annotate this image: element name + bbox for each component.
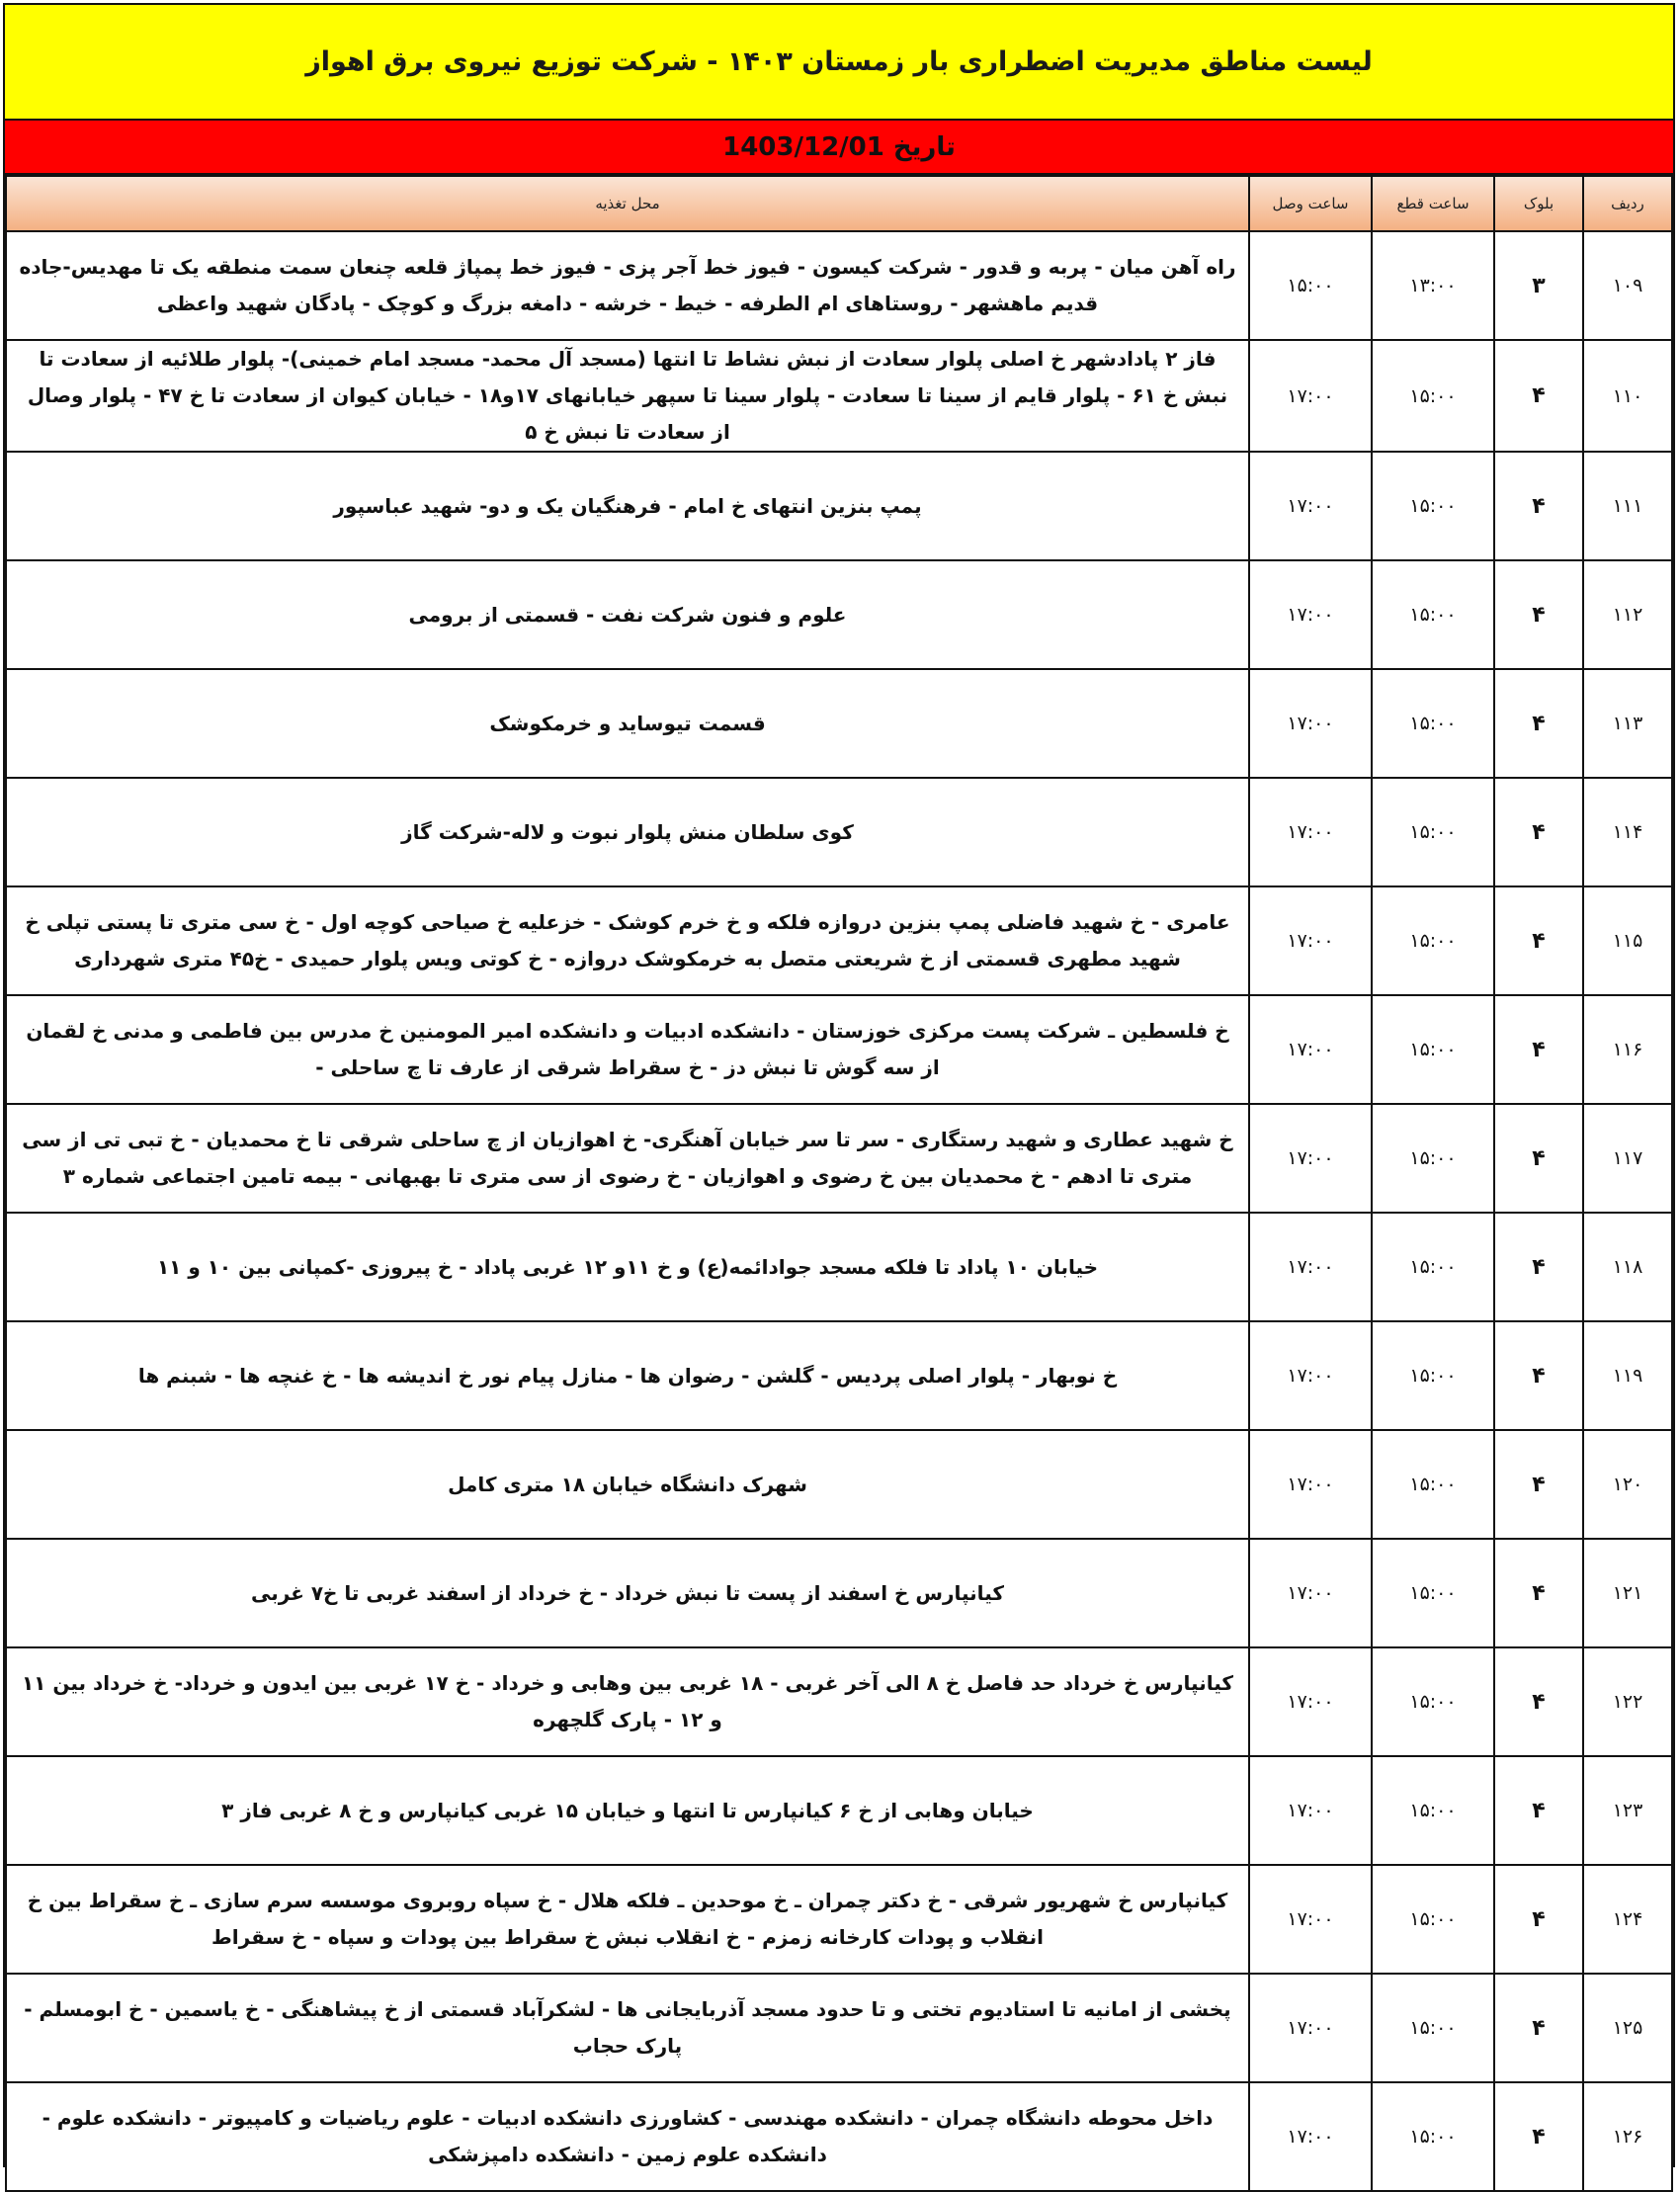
table-row: [6, 1974, 1672, 2082]
cut-time-cell: ۱۵:۰۰: [1372, 995, 1494, 1104]
row-number-cell: ۱۱۹: [1583, 1321, 1672, 1430]
block-cell: ۴: [1494, 886, 1583, 995]
header-location: محل تغذیه: [6, 176, 1249, 231]
table-row: [6, 1756, 1672, 1865]
connect-time-cell: ۱۷:۰۰: [1249, 340, 1372, 452]
location-cell: داخل محوطه دانشگاه چمران - دانشکده مهندسی - کشاورزی دانشکده ادبیات - علوم ریاضیات و کامپیوتر - دانشکده علوم - دانشکده علوم زمین - دانشکده دامپزشکی: [6, 2082, 1249, 2191]
location-cell: کوی سلطان منش پلوار نبوت و لاله-شرکت گاز: [6, 778, 1249, 886]
table-row: [6, 1647, 1672, 1756]
cut-time-cell: ۱۵:۰۰: [1372, 1756, 1494, 1865]
row-number-cell: ۱۲۴: [1583, 1865, 1672, 1974]
location-cell: کیانپارس خ خرداد حد فاصل خ ۸ الی آخر غربی - ۱۸ غربی بین وهابی و خرداد - خ ۱۷ غربی بین ایدون و خرداد- خ خرداد بین ۱۱ و ۱۲ - پارک گلچهره: [6, 1647, 1249, 1756]
row-number-cell: ۱۲۲: [1583, 1647, 1672, 1756]
location-cell: خ فلسطین ـ شرکت پست مرکزی خوزستان - دانشکده ادبیات و دانشکده امیر المومنین خ مدرس بین فاطمی و مدنی خ لقمان از سه گوش تا نبش دز - خ سقراط شرقی از عارف تا چ ساحلی -: [6, 995, 1249, 1104]
location-cell: پمپ بنزین انتهای خ امام - فرهنگیان یک و دو- شهید عباسپور: [6, 452, 1249, 560]
row-number-cell: ۱۱۱: [1583, 452, 1672, 560]
table-row: [6, 669, 1672, 778]
table-row: [6, 1321, 1672, 1430]
block-cell: ۴: [1494, 1104, 1583, 1213]
cut-time-cell: ۱۵:۰۰: [1372, 452, 1494, 560]
block-cell: ۴: [1494, 560, 1583, 669]
block-cell: ۴: [1494, 1974, 1583, 2082]
connect-time-cell: ۱۷:۰۰: [1249, 1647, 1372, 1756]
row-number-cell: ۱۱۶: [1583, 995, 1672, 1104]
table-row: [6, 2082, 1672, 2191]
cut-time-cell: ۱۵:۰۰: [1372, 1321, 1494, 1430]
location-cell: خیابان وهابی از خ ۶ کیانپارس تا انتها و خیابان ۱۵ غربی کیانپارس و خ ۸ غربی فاز ۳: [6, 1756, 1249, 1865]
connect-time-cell: ۱۷:۰۰: [1249, 1430, 1372, 1539]
block-cell: ۴: [1494, 1430, 1583, 1539]
location-cell: خ نوبهار - پلوار اصلی پردیس - گلشن - رضوان ها - منازل پیام نور خ اندیشه ها - خ غنچه ها - شبنم ها: [6, 1321, 1249, 1430]
location-cell: عامری - خ شهید فاضلی پمپ بنزین دروازه فلکه و خ خرم کوشک - خزعلیه خ صیاحی کوچه اول - خ سی متری تا پستی تپلی خ شهید مطهری قسمتی از خ شریعتی متصل به خرمکوشک دروازه - خ کوتی ویس پلوار حمیدی - خ۴۵ متری شهرداری: [6, 886, 1249, 995]
block-cell: ۴: [1494, 452, 1583, 560]
location-cell: خیابان ۱۰ پاداد تا فلکه مسجد جوادائمه(ع) و خ ۱۱و ۱۲ غربی پاداد - خ پیروزی -کمپانی بین ۱۰ و ۱۱: [6, 1213, 1249, 1321]
cut-time-cell: ۱۵:۰۰: [1372, 1974, 1494, 2082]
block-cell: ۴: [1494, 778, 1583, 886]
table-row: [6, 1539, 1672, 1647]
row-number-cell: ۱۱۲: [1583, 560, 1672, 669]
connect-time-cell: ۱۵:۰۰: [1249, 231, 1372, 340]
row-number-cell: ۱۲۶: [1583, 2082, 1672, 2191]
row-number-cell: ۱۲۰: [1583, 1430, 1672, 1539]
block-cell: ۴: [1494, 669, 1583, 778]
cut-time-cell: ۱۵:۰۰: [1372, 1865, 1494, 1974]
cut-time-cell: ۱۵:۰۰: [1372, 1104, 1494, 1213]
table-row: [6, 1865, 1672, 1974]
cut-time-cell: ۱۵:۰۰: [1372, 778, 1494, 886]
connect-time-cell: ۱۷:۰۰: [1249, 560, 1372, 669]
cut-time-cell: ۱۵:۰۰: [1372, 1647, 1494, 1756]
cut-time-cell: ۱۵:۰۰: [1372, 2082, 1494, 2191]
row-number-cell: ۱۲۱: [1583, 1539, 1672, 1647]
table-row: [6, 1430, 1672, 1539]
connect-time-cell: ۱۷:۰۰: [1249, 1539, 1372, 1647]
location-cell: کیانپارس خ شهریور شرقی - خ دکتر چمران ـ خ موحدین ـ فلکه هلال - خ سپاه روبروی موسسه سرم سازی ـ خ سقراط بین خ انقلاب و پودات کارخانه زمزم - خ انقلاب نبش خ سقراط بین پودات و سپاه - خ سقراط: [6, 1865, 1249, 1974]
connect-time-cell: ۱۷:۰۰: [1249, 778, 1372, 886]
header-cut-time: ساعت قطع: [1372, 176, 1494, 231]
cut-time-cell: ۱۵:۰۰: [1372, 560, 1494, 669]
table-row: [6, 1213, 1672, 1321]
cut-time-cell: ۱۵:۰۰: [1372, 340, 1494, 452]
location-cell: خ شهید عطاری و شهید رستگاری - سر تا سر خیابان آهنگری- خ اهوازیان از چ ساحلی شرقی تا خ محمدیان - خ تبی تی از سی متری تا ادهم - خ محمدیان بین خ رضوی و اهوازیان - خ رضوی از سی متری تا بهبهانی - بیمه تامین اجتماعی شماره ۳: [6, 1104, 1249, 1213]
table-header-row: [6, 176, 1672, 231]
page-title: لیست مناطق مدیریت اضطراری بار زمستان ۱۴۰۳ - شرکت توزیع نیروی برق اهواز: [305, 46, 1373, 77]
cut-time-cell: ۱۵:۰۰: [1372, 1213, 1494, 1321]
location-cell: راه آهن میان - پربه و قدور - شرکت کیسون - فیوز خط آجر پزی - فیوز خط پمپاژ قلعه چنعان سمت منطقه یک تا مهدیس-جاده قدیم ماهشهر - روستاهای ام الطرفه - خیط - خرشه - دامغه بزرگ و کوچک - پادگان شهید واعظی: [6, 231, 1249, 340]
row-number-cell: ۱۱۰: [1583, 340, 1672, 452]
block-cell: ۴: [1494, 1647, 1583, 1756]
connect-time-cell: ۱۷:۰۰: [1249, 886, 1372, 995]
location-cell: قسمت تیوساید و خرمکوشک: [6, 669, 1249, 778]
row-number-cell: ۱۱۴: [1583, 778, 1672, 886]
table-row: [6, 886, 1672, 995]
location-cell: کیانپارس خ اسفند از پست تا نبش خرداد - خ خرداد از اسفند غربی تا خ۷ غربی: [6, 1539, 1249, 1647]
title-banner: [5, 5, 1673, 121]
connect-time-cell: ۱۷:۰۰: [1249, 2082, 1372, 2191]
row-number-cell: ۱۱۵: [1583, 886, 1672, 995]
row-number-cell: ۱۲۵: [1583, 1974, 1672, 2082]
cut-time-cell: ۱۵:۰۰: [1372, 1430, 1494, 1539]
block-cell: ۴: [1494, 340, 1583, 452]
block-cell: ۴: [1494, 995, 1583, 1104]
connect-time-cell: ۱۷:۰۰: [1249, 1321, 1372, 1430]
table-row: [6, 231, 1672, 340]
header-block: بلوک: [1494, 176, 1583, 231]
header-connect-time: ساعت وصل: [1249, 176, 1372, 231]
table-row: [6, 560, 1672, 669]
cut-time-cell: ۱۵:۰۰: [1372, 669, 1494, 778]
row-number-cell: ۱۰۹: [1583, 231, 1672, 340]
connect-time-cell: ۱۷:۰۰: [1249, 1213, 1372, 1321]
table-body: [6, 231, 1672, 2191]
location-cell: فاز ۲ پادادشهر خ اصلی پلوار سعادت از نبش نشاط تا انتها (مسجد آل محمد- مسجد امام خمینی)- پلوار طلائیه از سعادت تا نبش خ ۶۱ - پلوار قایم از سینا تا سعادت - پلوار سینا تا سپهر خیابانهای ۱۷و۱۸ - خیابان کیوان از سعادت تا خ ۴۷ - پلوار وصال از سعادت تا نبش خ ۵: [6, 340, 1249, 452]
table-row: [6, 1104, 1672, 1213]
connect-time-cell: ۱۷:۰۰: [1249, 669, 1372, 778]
location-cell: علوم و فنون شرکت نفت - قسمتی از برومی: [6, 560, 1249, 669]
location-cell: پخشی از امانیه تا استادیوم تختی و تا حدود مسجد آذربایجانی ها - لشکرآباد قسمتی از خ پیشاهنگی - خ یاسمین - خ ابومسلم - پارک حجاب: [6, 1974, 1249, 2082]
row-number-cell: ۱۲۳: [1583, 1756, 1672, 1865]
table-row: [6, 778, 1672, 886]
header-row-number: ردیف: [1583, 176, 1672, 231]
schedule-table: [5, 175, 1673, 2192]
connect-time-cell: ۱۷:۰۰: [1249, 1104, 1372, 1213]
row-number-cell: ۱۱۳: [1583, 669, 1672, 778]
connect-time-cell: ۱۷:۰۰: [1249, 1756, 1372, 1865]
block-cell: ۴: [1494, 1213, 1583, 1321]
cut-time-cell: ۱۳:۰۰: [1372, 231, 1494, 340]
table-row: [6, 340, 1672, 452]
block-cell: ۴: [1494, 2082, 1583, 2191]
table-row: [6, 452, 1672, 560]
cut-time-cell: ۱۵:۰۰: [1372, 886, 1494, 995]
connect-time-cell: ۱۷:۰۰: [1249, 1974, 1372, 2082]
block-cell: ۴: [1494, 1539, 1583, 1647]
cut-time-cell: ۱۵:۰۰: [1372, 1539, 1494, 1647]
schedule-sheet: [3, 3, 1675, 2167]
row-number-cell: ۱۱۷: [1583, 1104, 1672, 1213]
connect-time-cell: ۱۷:۰۰: [1249, 1865, 1372, 1974]
date-label: تاریخ 1403/12/01: [722, 131, 956, 162]
block-cell: ۴: [1494, 1321, 1583, 1430]
date-banner: [5, 121, 1673, 175]
location-cell: شهرک دانشگاه خیابان ۱۸ متری کامل: [6, 1430, 1249, 1539]
block-cell: ۴: [1494, 1756, 1583, 1865]
block-cell: ۴: [1494, 1865, 1583, 1974]
row-number-cell: ۱۱۸: [1583, 1213, 1672, 1321]
table-row: [6, 995, 1672, 1104]
connect-time-cell: ۱۷:۰۰: [1249, 995, 1372, 1104]
connect-time-cell: ۱۷:۰۰: [1249, 452, 1372, 560]
block-cell: ۳: [1494, 231, 1583, 340]
